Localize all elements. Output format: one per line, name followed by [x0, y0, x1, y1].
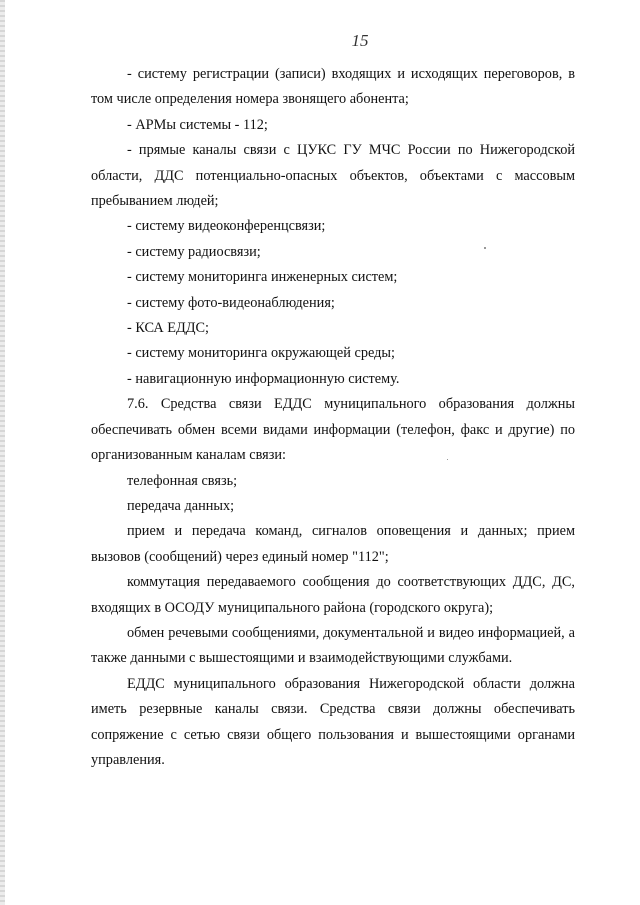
paragraph-photo-video: - систему фото-видеонаблюдения;	[127, 294, 335, 311]
paragraph-call-registration: - систему регистрации (записи) входящих и исходящих переговоров, в том числе определения номера звонящего абонента;	[91, 66, 575, 108]
paragraph-radio: - систему радиосвязи;	[127, 243, 261, 260]
scan-speck	[447, 459, 448, 460]
paragraph-direct-channels: - прямые каналы связи с ЦУКС ГУ МЧС России по Нижегородской области, ДДС потенциально-опасных объектов, объектами с массовым пребыванием людей;	[91, 142, 575, 210]
paragraph-voice-exchange: обмен речевыми сообщениями, документальной и видео информацией, а также данными с вышестоящими и взаимодействующими службами.	[91, 624, 575, 667]
paragraph-commands-112: прием и передача команд, сигналов оповещения и данных; прием вызовов (сообщений) через единый номер "112";	[91, 523, 575, 565]
paragraph-navigation: - навигационную информационную систему.	[127, 370, 400, 387]
paragraph-engineering-monitoring: - систему мониторинга инженерных систем;	[127, 269, 398, 286]
document-body	[91, 62, 575, 773]
paragraph-arm-112: - АРМы системы - 112;	[127, 116, 268, 133]
paragraph-section-7-6: 7.6. Средства связи ЕДДС муниципального образования должны обеспечивать обмен всеми видами информации (телефон, факс и другие) по организованным каналам связи:	[91, 396, 575, 464]
paragraph-ksa-edds: - КСА ЕДДС;	[127, 320, 209, 337]
paragraph-message-switching: коммутация передаваемого сообщения до соответствующих ДДС, ДС, входящих в ОСОДУ муниципального района (городского округа);	[91, 574, 575, 616]
scan-edge	[0, 0, 5, 905]
paragraph-environment-monitoring: - систему мониторинга окружающей среды;	[127, 345, 395, 362]
paragraph-reserve-channels: ЕДДС муниципального образования Нижегородской области должна иметь резервные каналы связи. Средства связи должны обеспечивать сопряжение с сетью связи общего пользования и вышестоящими органами управления.	[91, 675, 575, 768]
paragraph-data-transfer: передача данных;	[127, 497, 235, 514]
paragraph-telephone: телефонная связь;	[127, 472, 238, 489]
paragraph-videoconference: - систему видеоконференцсвязи;	[127, 218, 326, 235]
scan-speck	[484, 247, 486, 249]
page-number: 15	[351, 31, 369, 50]
